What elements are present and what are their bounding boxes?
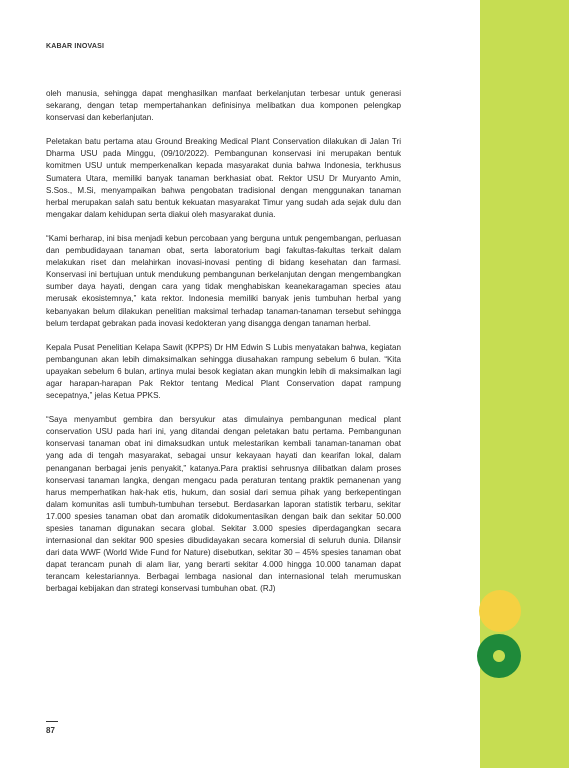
article-paragraph: oleh manusia, sehingga dapat menghasilkan manfaat berkelanjutan terbesar untuk generasi sekarang, dengan tetap mempertahankan definisinya melibatkan dua komponen pelengkap konservasi dan keberlanjutan.: [46, 89, 401, 123]
article-paragraph: “Saya menyambut gembira dan bersyukur atas dimulainya pembangunan medical plant conservation USU pada hari ini, yang ditandai dengan peletakan batu pertama. Pembangunan konservasi tanaman obat ini dimaksudkan untuk melestarikan kembali tanaman-tanaman obat yang ada di tengah masyarakat, sebagai unsur kekayaan hayati dan kearifan lokal, dalam penanganan berbagai jenis penyakit,” katanya.Para praktisi sehrusnya dilibatkan dalam proses konservasi tanaman langka, dengan mengacu pada peraturan tentang praktik pemanenan yang harus memperhatikan hak-hak etis, hukum, dan sosial dari semua pihak yang berkepentingan dalam komunitas asli tumbuh-tumbuhan tersebut. Berdasarkan laporan statistik terbaru, sekitar 17.000 spesies tanaman obat dan aromatik didokumentasikan dengan baik dan sekitar 50.000 spesies tanaman digunakan secara global. Sekitar 3.000 spesies diperdagangkan secara internasional dan sekitar 900 spesies dibudidayakan secara komersial di seluruh dunia. Dilansir dari data WWF (World Wide Fund for Nature) disebutkan, sekitar 30 – 45% spesies tanaman obat dapat terancam punah di alam liar, yang berarti sekitar 4.000 hingga 10.000 tanaman dapat terancam kelestariannya. Berbagai lembaga nasional dan internasional telah merumuskan berbagai kebijakan dan strategi konservasi tumbuhan obat. (RJ): [46, 415, 401, 594]
decorative-yellow-circle: [479, 590, 521, 632]
article-paragraph: Peletakan batu pertama atau Ground Breaking Medical Plant Conservation dilakukan di Jalan Tri Dharma USU pada Minggu, (09/10/2022). Pembangunan konservasi ini merupakan bentuk komitmen USU untuk memperkenalkan kepada masyarakat dunia bahwa Indonesia, terkhusus Sumatera Utara, memiliki banyak tanaman berkhasiat obat. Rektor USU Dr Muryanto Amin, S.Sos., M.Si, menyampaikan bahwa pengobatan tradisional dengan menggunakan tanaman herbal merupakan salah satu bentuk kekuatan masyarakat Timur yang sudah ada sejak dulu dan mengakar dalam kehidupan serta diakui oleh masyarakat dunia.: [46, 137, 401, 219]
page-number: 87: [46, 726, 55, 735]
article-paragraph: Kepala Pusat Penelitian Kelapa Sawit (KPPS) Dr HM Edwin S Lubis menyatakan bahwa, kegiatan pembangunan akan lebih dimaksimalkan sehingga diusahakan rampung sebelum 6 bulan. “Kita upayakan sebelum 6 bulan, artinya mulai besok kegiatan akan mungkin lebih di maksimalkan lagi agar harapan-harapan Pak Rektor tentang Medical Plant Conservation dapat rampung secepatnya,” jelas Ketua PPKS.: [46, 342, 401, 401]
article-paragraph: “Kami berharap, ini bisa menjadi kebun percobaan yang berguna untuk pengembangan, perluasan dan pembudidayaan tanaman obat, serta laboratorium bagi fakultas-fakultas terkait dalam melakukan riset dan melahirkan inovasi-inovasi penting di bidang kesehatan dan farmasi. Konservasi ini bertujuan untuk mendukung pembangunan berkelanjutan dengan mengembangkan sumber daya hayati, dengan cara yang tidak menghabiskan keanekaragaman species atau merusak ekosistemnya,” kata rektor. Indonesia memiliki banyak jenis tumbuhan herbal yang kebanyakan belum dilakukan penelitian maksimal terhadap tanaman-tanaman tersebut sehingga belum terdapat gebrakan pada inovasi kedokteran yang disangga dengan tanaman herbal.: [46, 233, 401, 328]
page-number-rule: [46, 721, 58, 722]
article-body: [46, 88, 401, 608]
section-label: KABAR INOVASI: [46, 43, 105, 50]
decorative-green-ring: [477, 634, 521, 678]
